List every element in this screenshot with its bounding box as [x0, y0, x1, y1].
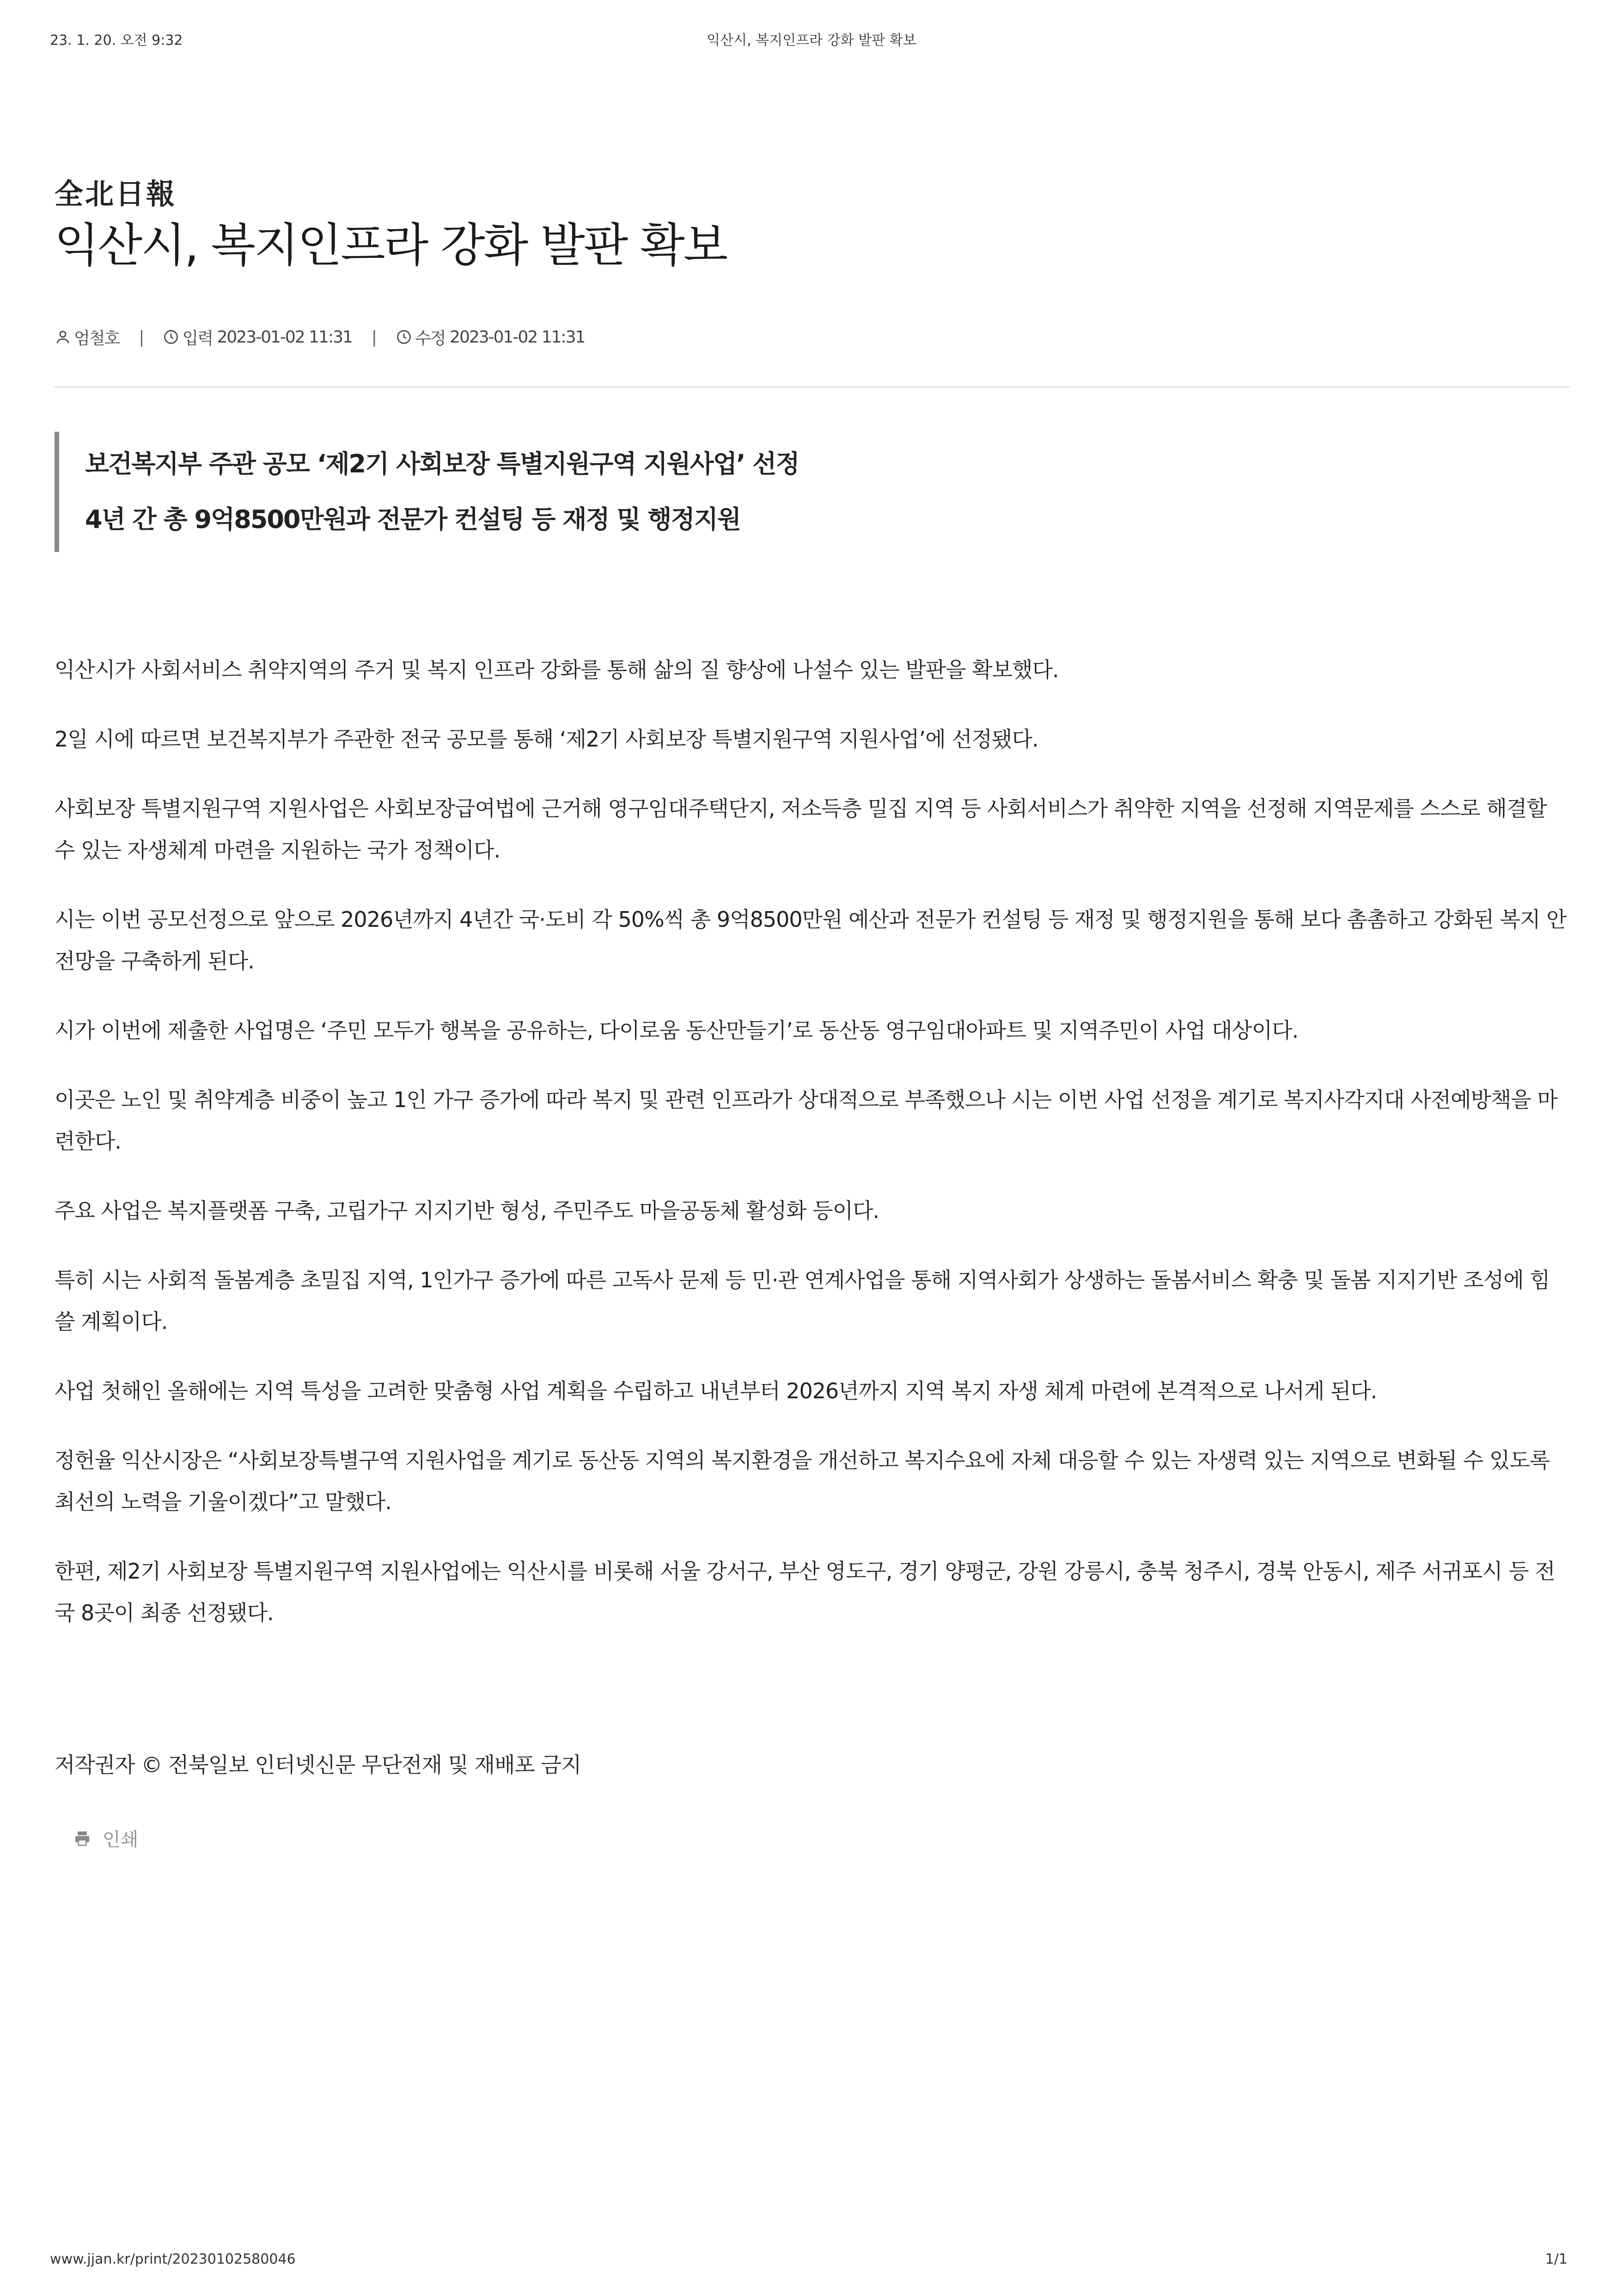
summary-line: 보건복지부 주관 공모 ‘제2기 사회보장 특별지원구역 지원사업’ 선정 — [85, 449, 799, 478]
print-button-label: 인쇄 — [103, 1829, 139, 1850]
body-paragraph: 시가 이번에 제출한 사업명은 ‘주민 모두가 행복을 공유하는, 다이로움 동산만들기’로 동산동 영구임대아파트 및 지역주민이 사업 대상이다. — [55, 1018, 1299, 1043]
published-label: 입력 — [182, 329, 213, 348]
print-header — [0, 29, 1623, 52]
published-item — [163, 325, 352, 349]
summary-line: 4년 간 총 9억8500만원과 전문가 컨설팅 등 재정 및 행정지원 — [85, 505, 741, 534]
newspaper-logo: 全北日報 — [55, 177, 177, 211]
author-item[interactable] — [55, 325, 119, 349]
body-paragraph: 사업 첫해인 올해에는 지역 특성을 고려한 맞춤형 사업 계획을 수립하고 내년부터 2026년까지 지역 복지 자생 체계 마련에 본격적으로 나서게 된다. — [55, 1378, 1377, 1403]
modified-item — [396, 325, 585, 349]
published-date: 2023-01-02 11:31 — [217, 327, 352, 347]
body-paragraph: 특히 시는 사회적 돌봄계층 초밀집 지역, 1인가구 증가에 따른 고독사 문제 등 민·관 연계사업을 통해 지역사회가 상생하는 돌봄서비스 확충 및 돌봄 지지기반 조성에 힘쓸 계획이다. — [55, 1267, 1550, 1334]
modified-label: 수정 — [415, 329, 445, 348]
article-summary — [55, 432, 1569, 552]
copyright-notice: 저작권자 © 전북일보 인터넷신문 무단전재 및 재배포 금지 — [55, 1752, 581, 1777]
body-paragraph: 이곳은 노인 및 취약계층 비중이 높고 1인 가구 증가에 따라 복지 및 관련 인프라가 상대적으로 부족했으나 시는 이번 사업 선정을 계기로 복지사각지대 사전예방책을 마련한다. — [55, 1087, 1557, 1154]
body-paragraph: 2일 시에 따르면 보건복지부가 주관한 전국 공모를 통해 ‘제2기 사회보장 특별지원구역 지원사업’에 선정됐다. — [55, 727, 1038, 752]
clock-icon — [396, 329, 412, 345]
header-divider — [55, 386, 1569, 387]
modified-date: 2023-01-02 11:31 — [450, 327, 585, 347]
body-paragraph: 사회보장 특별지원구역 지원사업은 사회보장급여법에 근거해 영구임대주택단지, 저소득층 밀집 지역 등 사회서비스가 취약한 지역을 선정해 지역문제를 스스로 해결할 수 있는 자생체계 마련을 지원하는 국가 정책이다. — [55, 796, 1547, 863]
print-doc-title: 익산시, 복지인프라 강화 발판 확보 — [707, 32, 916, 49]
meta-separator: | — [139, 327, 144, 347]
body-paragraph: 시는 이번 공모선정으로 앞으로 2026년까지 4년간 국·도비 각 50%씩 총 9억8500만원 예산과 전문가 컨설팅 등 재정 및 행정지원을 통해 보다 촘촘하고 강화된 복지 안전망을 구축하게 된다. — [55, 907, 1567, 974]
user-icon — [55, 329, 71, 345]
article-body — [55, 649, 1569, 1634]
body-paragraph: 주요 사업은 복지플랫폼 구축, 고립가구 지지기반 형성, 주민주도 마을공동체 활성화 등이다. — [55, 1198, 879, 1223]
page-number: 1/1 — [1545, 2251, 1568, 2267]
print-url: www.jjan.kr/print/20230102580046 — [50, 2251, 296, 2267]
print-datetime: 23. 1. 20. 오전 9:32 — [50, 32, 183, 49]
article-page — [55, 176, 1569, 1851]
print-button[interactable] — [73, 1825, 1569, 1851]
body-paragraph: 한편, 제2기 사회보장 특별지원구역 지원사업에는 익산시를 비롯해 서울 강서구, 부산 영도구, 경기 양평군, 강원 강릉시, 충북 청주시, 경북 안동시, 제주 서귀포시 등 전국 8곳이 최종 선정됐다. — [55, 1559, 1555, 1625]
body-paragraph: 정헌율 익산시장은 “사회보장특별구역 지원사업을 계기로 동산동 지역의 복지환경을 개선하고 복지수요에 자체 대응할 수 있는 자생력 있는 지역으로 변화될 수 있도록 최선의 노력을 기울이겠다”고 말했다. — [55, 1448, 1550, 1514]
author-name: 엄철호 — [74, 329, 120, 348]
article-headline: 익산시, 복지인프라 강화 발판 확보 — [55, 218, 727, 272]
meta-separator: | — [371, 327, 377, 347]
printer-icon — [73, 1829, 92, 1848]
article-meta — [55, 325, 1569, 349]
clock-icon — [163, 329, 179, 345]
body-paragraph: 익산시가 사회서비스 취약지역의 주거 및 복지 인프라 강화를 통해 삶의 질 향상에 나설수 있는 발판을 확보했다. — [55, 657, 1059, 682]
